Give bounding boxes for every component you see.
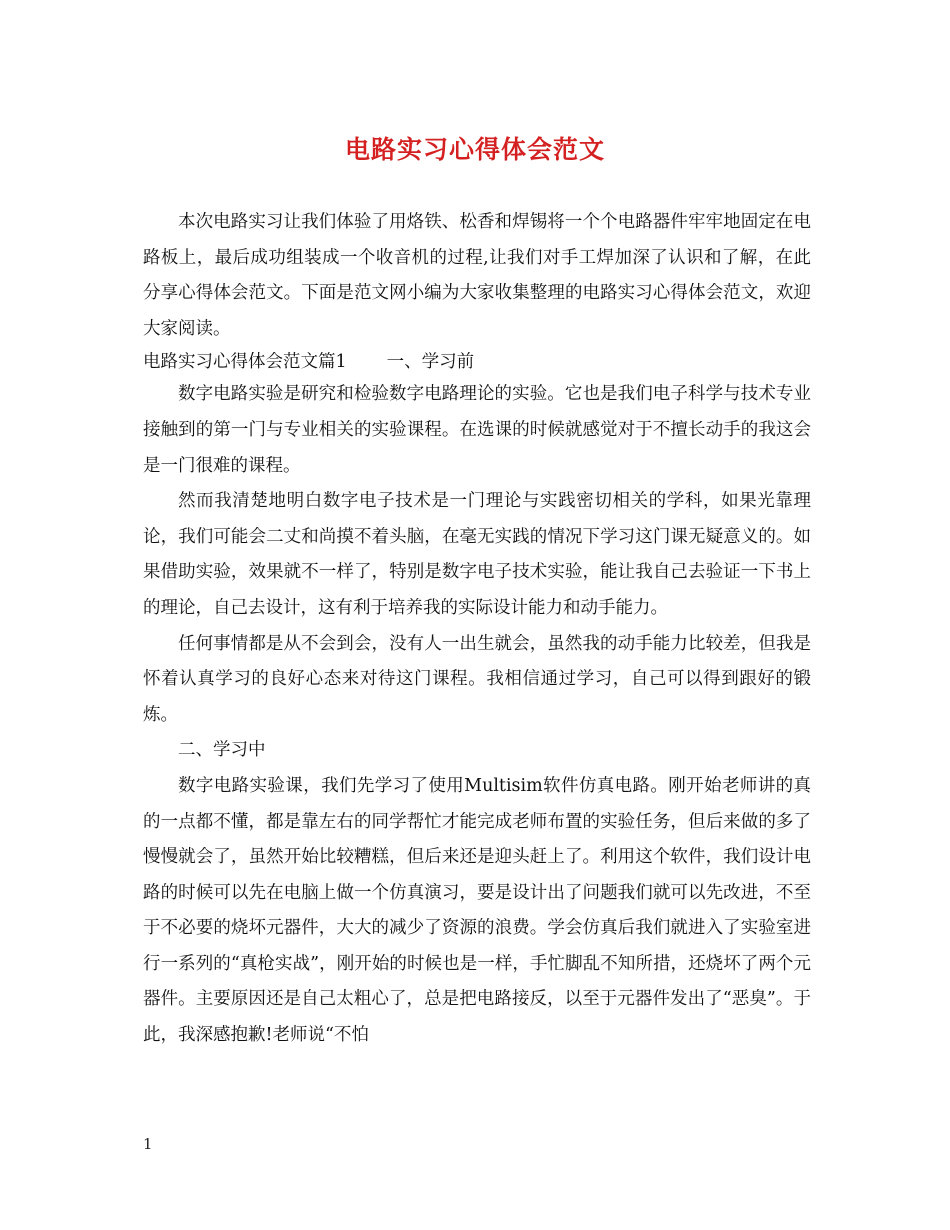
document-body: [143, 205, 811, 1054]
paragraph-4: 数字电路实验课，我们先学习了使用Multisim软件仿真电路。刚开始老师讲的真的一点都不懂，都是靠左右的同学帮忙才能完成老师布置的实验任务，但后来做的多了慢慢就会了，虽然开始比较糟糕，但后来还是迎头赶上了。利用这个软件，我们设计电路的时候可以先在电脑上做一个仿真演习，要是设计出了问题我们就可以先改进，不至于不必要的烧坏元器件，大大的减少了资源的浪费。学会仿真后我们就进入了实验室进行一系列的“真枪实战”，刚开始的时候也是一样，手忙脚乱不知所措，还烧坏了两个元器件。主要原因还是自己太粗心了，总是把电路接反，以至于元器件发出了“恶臭”。于此，我深感抱歉!老师说“不怕: [143, 775, 811, 1046]
page-title: 电路实习心得体会范文: [344, 135, 605, 164]
page-number: 1: [143, 1135, 153, 1153]
paragraph-intro: 本次电路实习让我们体验了用烙铁、松香和焊锡将一个个电路器件牢牢地固定在电路板上，最后成功组装成一个收音机的过程,让我们对手工焊加深了认识和了解，在此分享心得体会范文。下面是范文网小编为大家收集整理的电路实习心得体会范文，欢迎大家阅读。: [143, 212, 811, 339]
subheading-during-study: 二、学习中: [178, 740, 266, 761]
section-heading-subtitle: 一、学习前: [386, 352, 475, 373]
section-heading-title: 电路实习心得体会范文篇1: [143, 352, 347, 373]
paragraph-2: 然而我清楚地明白数字电子技术是一门理论与实践密切相关的学科，如果光靠理论，我们可能会二丈和尚摸不着头脑，在毫无实践的情况下学习这门课无疑意义的。如果借助实验，效果就不一样了，特别是数字电子技术实验，能让我自己去验证一下书上的理论，自己去设计，这有利于培养我的实际设计能力和动手能力。: [143, 491, 811, 618]
section-heading: [143, 347, 811, 377]
paragraph-3: 任何事情都是从不会到会，没有人一出生就会，虽然我的动手能力比较差，但我是怀着认真学习的良好心态来对待这门课程。我相信通过学习，自己可以得到跟好的锻炼。: [143, 633, 811, 725]
paragraph-1: 数字电路实验是研究和检验数字电路理论的实验。它也是我们电子科学与技术专业接触到的第一门与专业相关的实验课程。在选课的时候就感觉对于不擅长动手的我这会是一门很难的课程。: [143, 384, 811, 476]
